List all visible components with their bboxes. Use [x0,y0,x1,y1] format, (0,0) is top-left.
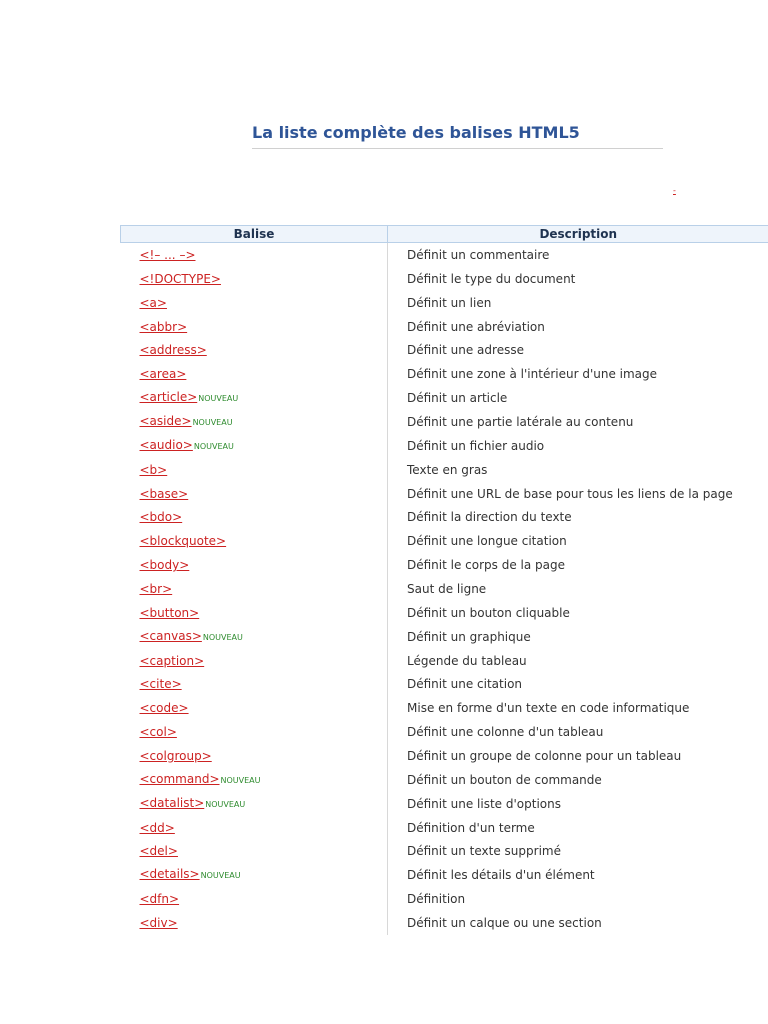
description-cell: Définit une longue citation [407,534,567,549]
tag-link[interactable]: <body> [139,558,190,573]
new-badge: NOUVEAU [200,871,241,881]
description-cell: Texte en gras [407,462,488,477]
tag-cell [121,553,388,577]
table-row [121,362,768,386]
tag-cell [121,720,388,744]
table-header-row [121,226,768,243]
description-cell: Légende du tableau [407,653,527,668]
table-row [121,649,768,673]
new-badge: NOUVEAU [198,394,239,404]
table-row [121,887,768,911]
table-row [121,696,768,720]
description-cell: Définit un graphique [407,629,531,644]
table-row [121,601,768,625]
tag-cell [121,816,388,840]
table-row [121,315,768,339]
new-badge: NOUVEAU [193,441,234,451]
tag-link[interactable]: <area> [139,367,187,382]
description-cell: Définit un texte supprimé [407,844,561,859]
description-cell: Définit le type du document [407,271,576,286]
tag-cell [121,839,388,863]
table-row [121,911,768,935]
tag-link[interactable]: <caption> [139,653,205,668]
description-cell: Définit une URL de base pour tous les liens de la page [407,486,733,501]
tag-link[interactable]: <article> [139,390,198,405]
tag-cell [121,672,388,696]
tag-cell [121,529,388,553]
new-badge: NOUVEAU [202,632,243,642]
tag-link[interactable]: <col> [139,725,177,740]
tag-link[interactable]: <bdo> [139,510,183,525]
tag-link[interactable]: <dfn> [139,892,180,907]
tag-link[interactable]: <div> [139,915,178,930]
tag-cell [121,243,388,267]
tag-link[interactable]: <dd> [139,820,175,835]
tag-link[interactable]: <b> [139,462,168,477]
tag-link[interactable]: <!– ... –> [139,247,196,262]
tag-cell [121,434,388,458]
tag-cell [121,315,388,339]
tag-cell [121,458,388,482]
table-row [121,267,768,291]
description-cell: Définit un bouton de commande [407,772,602,787]
description-cell: Définit un groupe de colonne pour un tableau [407,748,682,763]
tag-cell [121,649,388,673]
description-cell: Saut de ligne [407,581,487,596]
tag-link[interactable]: <code> [139,701,189,716]
tag-link[interactable]: <command> [139,771,220,786]
table-row [121,434,768,458]
tag-link[interactable]: <base> [139,486,189,501]
table-row [121,482,768,506]
tag-cell [121,887,388,911]
tag-link[interactable]: <abbr> [139,319,188,334]
table-row [121,672,768,696]
tag-link[interactable]: <cite> [139,677,182,692]
table-row [121,839,768,863]
tag-cell [121,338,388,362]
tag-link[interactable]: <aside> [139,413,192,428]
description-cell: Définit une citation [407,677,523,692]
description-cell: Définit une partie latérale au contenu [407,414,634,429]
tag-link[interactable]: <details> [139,867,200,882]
tag-link[interactable]: <a> [139,295,167,310]
tag-cell [121,410,388,434]
title-divider [252,148,663,149]
table-row [121,291,768,315]
description-cell: Définit un lien [407,295,492,310]
description-cell: Définit une abréviation [407,319,545,334]
table-row [121,458,768,482]
tag-cell [121,505,388,529]
tag-link[interactable]: <canvas> [139,628,202,643]
description-cell: Définit un article [407,391,508,406]
description-cell: Définit les détails d'un élément [407,868,595,883]
description-cell: Définit la direction du texte [407,510,572,525]
description-cell: Définit un fichier audio [407,438,545,453]
table-row [121,505,768,529]
tag-link[interactable]: <button> [139,605,200,620]
tag-cell [121,482,388,506]
table-row [121,768,768,792]
new-badge: NOUVEAU [220,775,261,785]
table-row [121,553,768,577]
tag-cell [121,386,388,410]
description-cell: Définit un commentaire [407,247,550,262]
tag-cell [121,601,388,625]
table-row [121,816,768,840]
tag-link[interactable]: <audio> [139,437,193,452]
table-row [121,720,768,744]
tag-cell [121,267,388,291]
table-row [121,386,768,410]
table-row [121,529,768,553]
description-cell: Définit un calque ou une section [407,915,602,930]
tag-link[interactable]: <address> [139,343,207,358]
description-cell: Définition [407,892,466,907]
tag-link[interactable]: <blockquote> [139,534,227,549]
tag-link[interactable]: <datalist> [139,795,205,810]
column-header-description: Description [388,226,768,243]
html5-tags-table [120,225,768,935]
description-cell: Définit le corps de la page [407,558,566,573]
table-row [121,744,768,768]
tag-cell [121,768,388,792]
table-row [121,338,768,362]
tag-cell [121,625,388,649]
description-cell: Mise en forme d'un texte en code informatique [407,701,690,716]
tag-link[interactable]: <colgroup> [139,748,212,763]
column-header-balise: Balise [121,226,388,243]
table-row [121,577,768,601]
tag-link[interactable]: <!DOCTYPE> [139,271,221,286]
tag-cell [121,696,388,720]
tag-cell [121,911,388,935]
description-cell: Définit une adresse [407,343,524,358]
table-row [121,243,768,267]
small-link-mark[interactable]: - [673,186,676,195]
table-row [121,792,768,816]
tag-cell [121,792,388,816]
description-cell: Définit une zone à l'intérieur d'une image [407,367,658,382]
tag-cell [121,362,388,386]
tag-cell [121,863,388,887]
tag-cell [121,744,388,768]
page-title: La liste complète des balises HTML5 [252,123,580,142]
tag-cell [121,291,388,315]
description-cell: Définit un bouton cliquable [407,605,570,620]
tag-link[interactable]: <br> [139,581,173,596]
table-row [121,410,768,434]
description-cell: Définit une liste d'options [407,796,561,811]
new-badge: NOUVEAU [192,417,233,427]
new-badge: NOUVEAU [205,799,246,809]
table-row [121,625,768,649]
description-cell: Définit une colonne d'un tableau [407,725,604,740]
description-cell: Définition d'un terme [407,820,535,835]
tag-link[interactable]: <del> [139,844,178,859]
table-row [121,863,768,887]
tag-cell [121,577,388,601]
